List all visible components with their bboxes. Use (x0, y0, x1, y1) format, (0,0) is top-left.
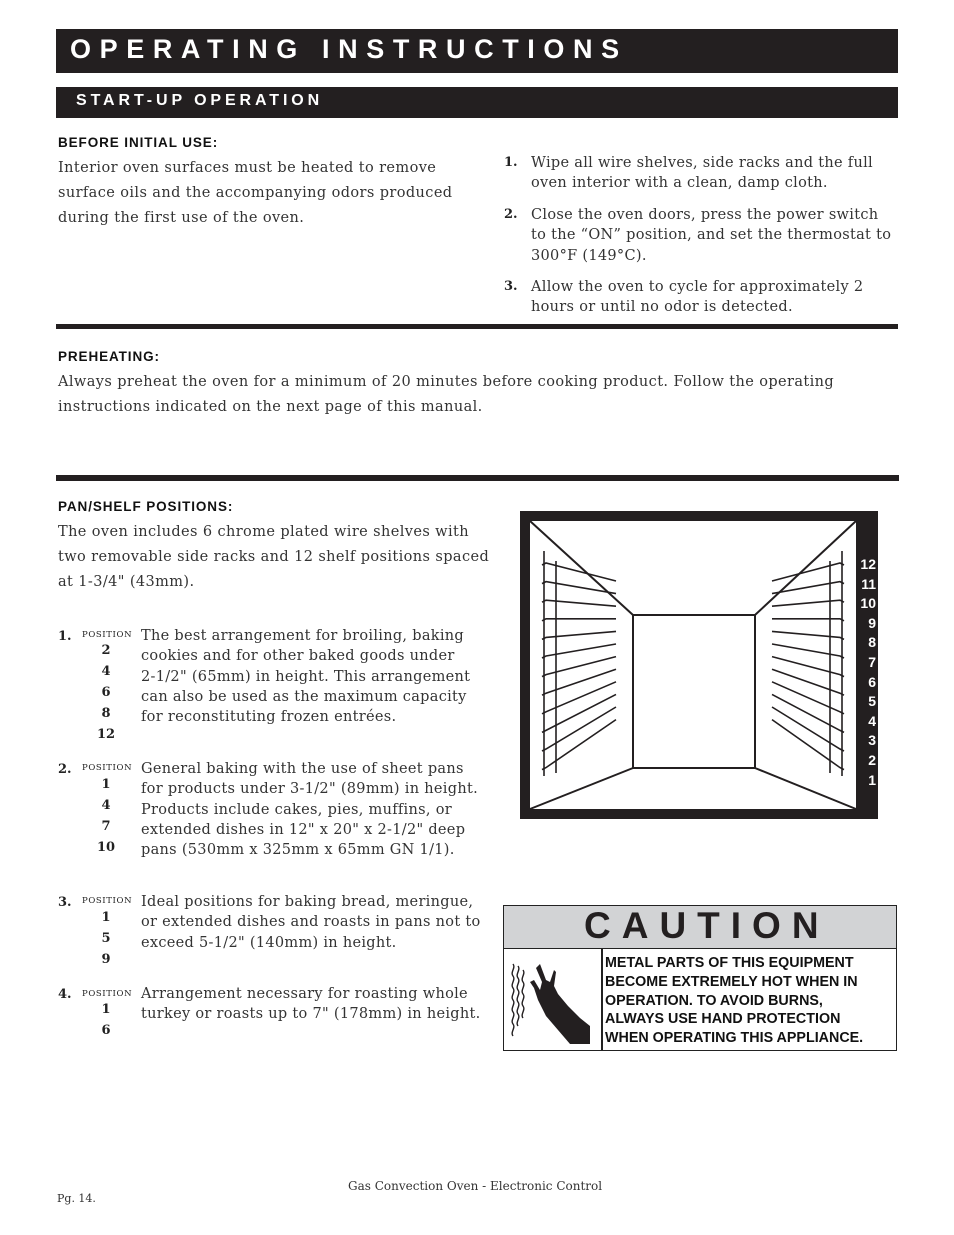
section-divider (56, 324, 898, 329)
shelf-number: 12 (860, 556, 876, 572)
pan-shelf-heading: PAN/SHELF POSITIONS: (58, 499, 234, 514)
shelf-number: 11 (861, 575, 876, 592)
position-values: 1 6 (101, 1002, 111, 1038)
position-label: POSITION (82, 630, 133, 640)
shelf-number: 1 (868, 771, 876, 788)
shelf-number: 9 (868, 614, 876, 631)
position-label: POSITION (82, 896, 133, 906)
position-values: 1 5 9 (101, 910, 111, 967)
section-title: START-UP OPERATION (76, 92, 324, 109)
shelf-number: 10 (860, 595, 876, 612)
shelf-number-column (850, 555, 876, 790)
arrangement-number: 1. (58, 629, 72, 644)
arrangement-text: General baking with the use of sheet pans for products under 3-1/2" (89mm) in height. Products include cakes, pies, muffins, or extended dishes in 12" x 20" x 2-1/2" deep pans (530mm x 325mm x 65mm GN 1/1). (141, 761, 478, 859)
shelf-number: 6 (868, 673, 876, 690)
title-bar (56, 29, 898, 73)
position-label: POSITION (82, 989, 133, 999)
caution-box (503, 905, 897, 1051)
arrangement-number: 2. (58, 762, 72, 777)
arrangement-number: 4. (58, 987, 72, 1002)
arrangement-number: 3. (58, 895, 72, 910)
page-title: OPERATING INSTRUCTIONS (70, 34, 628, 64)
pan-shelf-text: The oven includes 6 chrome plated wire shelves with two removable side racks and 12 shelf positions spaced at 1-3/4" (43mm). (58, 524, 490, 590)
caution-message: METAL PARTS OF THIS EQUIPMENT BECOME EXTREMELY HOT WHEN IN OPERATION. TO AVOID BURNS, ALWAYS USE HAND PROTECTION WHEN OPERATING THIS APPLIANCE. (605, 955, 864, 1047)
before-initial-use-text: Interior oven surfaces must be heated to remove surface oils and the accompanying odors produced during the first use of the oven. (58, 160, 453, 226)
shelf-number: 3 (868, 732, 876, 749)
position-values: 2 4 6 8 12 (96, 643, 116, 742)
section-bar (56, 87, 898, 118)
shelf-number: 8 (868, 634, 876, 651)
section-divider (56, 475, 899, 481)
shelf-number: 7 (868, 653, 876, 670)
preheating-text: Always preheat the oven for a minimum of 20 minutes before cooking product. Follow the operating instructions indicated on the next page of this manual. (58, 374, 835, 415)
shelf-number: 4 (868, 712, 876, 729)
before-initial-use-heading: BEFORE INITIAL USE: (58, 135, 219, 150)
footer-title: Gas Convection Oven - Electronic Control (348, 1179, 603, 1193)
hot-surface-hand-icon (510, 960, 592, 1044)
step-number: 2. (504, 207, 518, 222)
step-number: 3. (504, 279, 518, 294)
shelf-number: 5 (868, 693, 876, 710)
step-text: Allow the oven to cycle for approximately 2 hours or until no odor is detected. (531, 279, 864, 316)
page-number: Pg. 14. (57, 1192, 96, 1205)
position-values: 1 4 7 10 (96, 777, 116, 855)
preheating-heading: PREHEATING: (58, 349, 160, 364)
position-label: POSITION (82, 763, 133, 773)
oven-interior (530, 521, 856, 809)
step-text: Wipe all wire shelves, side racks and the full oven interior with a clean, damp cloth. (531, 155, 873, 192)
caution-divider (601, 948, 603, 1050)
arrangement-text: The best arrangement for broiling, baking cookies and for other baked goods under 2-1/2" (65mm) in height. This arrangement can also be used as the maximum capacity for reconstituting frozen entrées. (141, 628, 471, 726)
caution-header (504, 906, 896, 949)
arrangement-text: Arrangement necessary for roasting whole turkey or roasts up to 7" (178mm) in height. (141, 986, 481, 1023)
caution-title: CAUTION (584, 905, 830, 946)
oven-shelf-diagram (520, 511, 878, 819)
arrangement-text: Ideal positions for baking bread, meringue, or extended dishes and roasts in pans not to exceed 5-1/2" (140mm) in height. (141, 894, 481, 951)
shelf-number: 2 (868, 751, 876, 768)
step-text: Close the oven doors, press the power switch to the “ON” position, and set the thermostat to 300°F (149°C). (531, 207, 892, 264)
step-number: 1. (504, 155, 518, 170)
